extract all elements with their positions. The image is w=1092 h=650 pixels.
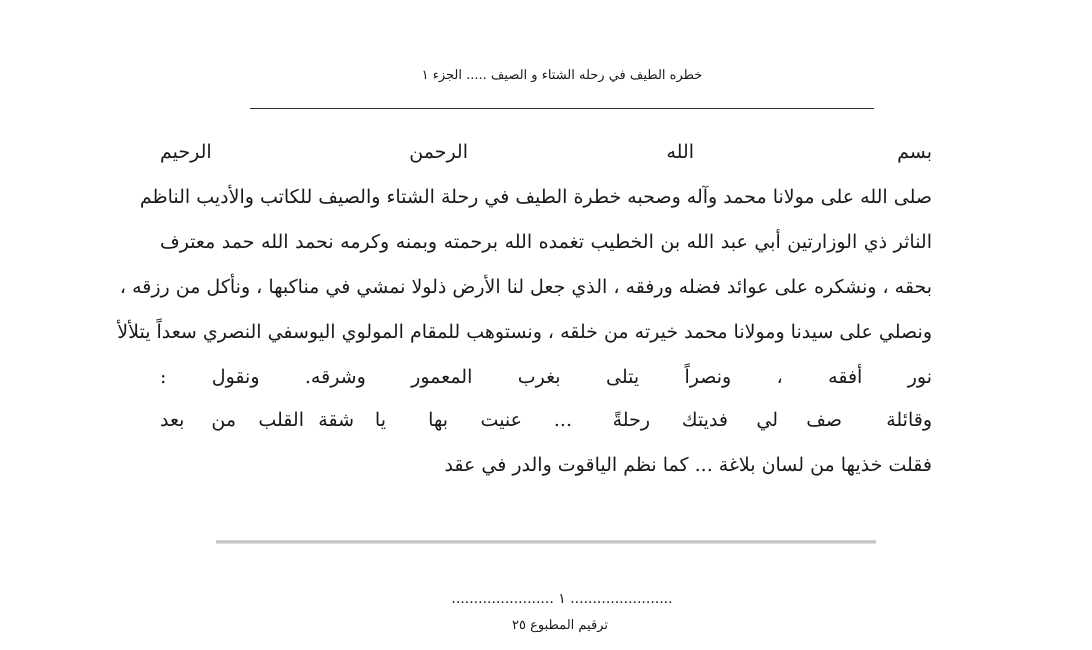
verse-word: بها: [428, 409, 448, 431]
verse-word: القلب: [258, 409, 304, 431]
page-number: ....................... ١ .......................: [451, 591, 673, 607]
text-line: نور أفقه ، ونصراً يتلى بغرب المعمور وشرقه. ونقول :: [160, 366, 932, 388]
print-page-number: ترقيم المطبوع ٢٥: [512, 618, 608, 633]
verse-word: رحلةً: [612, 409, 650, 431]
verse-word: وقائلة: [886, 409, 932, 431]
text-line: بحقه ، ونشكره على عوائد فضله ورفقه ، الذي جعل لنا الأرض ذلولا نمشي في مناكبها ، ونأكل من رزقه ،: [119, 276, 932, 298]
verse-word: يا: [374, 409, 386, 431]
basmala-word: الرحمن: [409, 141, 468, 163]
running-header: خطره الطيف في رحله الشتاء و الصيف ..... الجزء ١: [421, 68, 703, 83]
text-line: ونصلي على سيدنا ومولانا محمد خيرته من خلقه ، ونستوهب للمقام المولوي اليوسفي النصري سعداً يتلألأ: [117, 321, 932, 343]
main-text: [117, 137, 932, 477]
text-line: فقلت خذيها من لسان بلاغة ... كما نظم الياقوت والدر في عقد: [444, 454, 932, 476]
verse-word: ...: [553, 409, 572, 431]
verse-line: [160, 405, 932, 435]
basmala-line: [160, 137, 932, 167]
verse-word: عنيت: [480, 409, 522, 431]
basmala-word: بسم: [897, 141, 932, 163]
verse-word: بعد: [160, 409, 185, 431]
verse-word: شقة: [318, 409, 354, 431]
verse-word: صف: [806, 409, 842, 431]
verse-word: لي: [756, 409, 778, 431]
text-line: صلى الله على مولانا محمد وآله وصحبه خطرة الطيف في رحلة الشتاء والصيف للكاتب والأديب الناظم: [139, 186, 932, 208]
verse-word: من: [211, 409, 236, 431]
verse-word: فديتك: [681, 409, 728, 431]
header-divider: [250, 108, 874, 109]
basmala-word: الله: [666, 141, 694, 163]
text-line: الناثر ذي الوزارتين أبي عبد الله بن الخطيب تغمده الله برحمته وبمنه وكرمه نحمد الله حمد معترف: [160, 231, 932, 253]
footer-divider: [216, 540, 876, 544]
basmala-word: الرحيم: [160, 141, 212, 163]
